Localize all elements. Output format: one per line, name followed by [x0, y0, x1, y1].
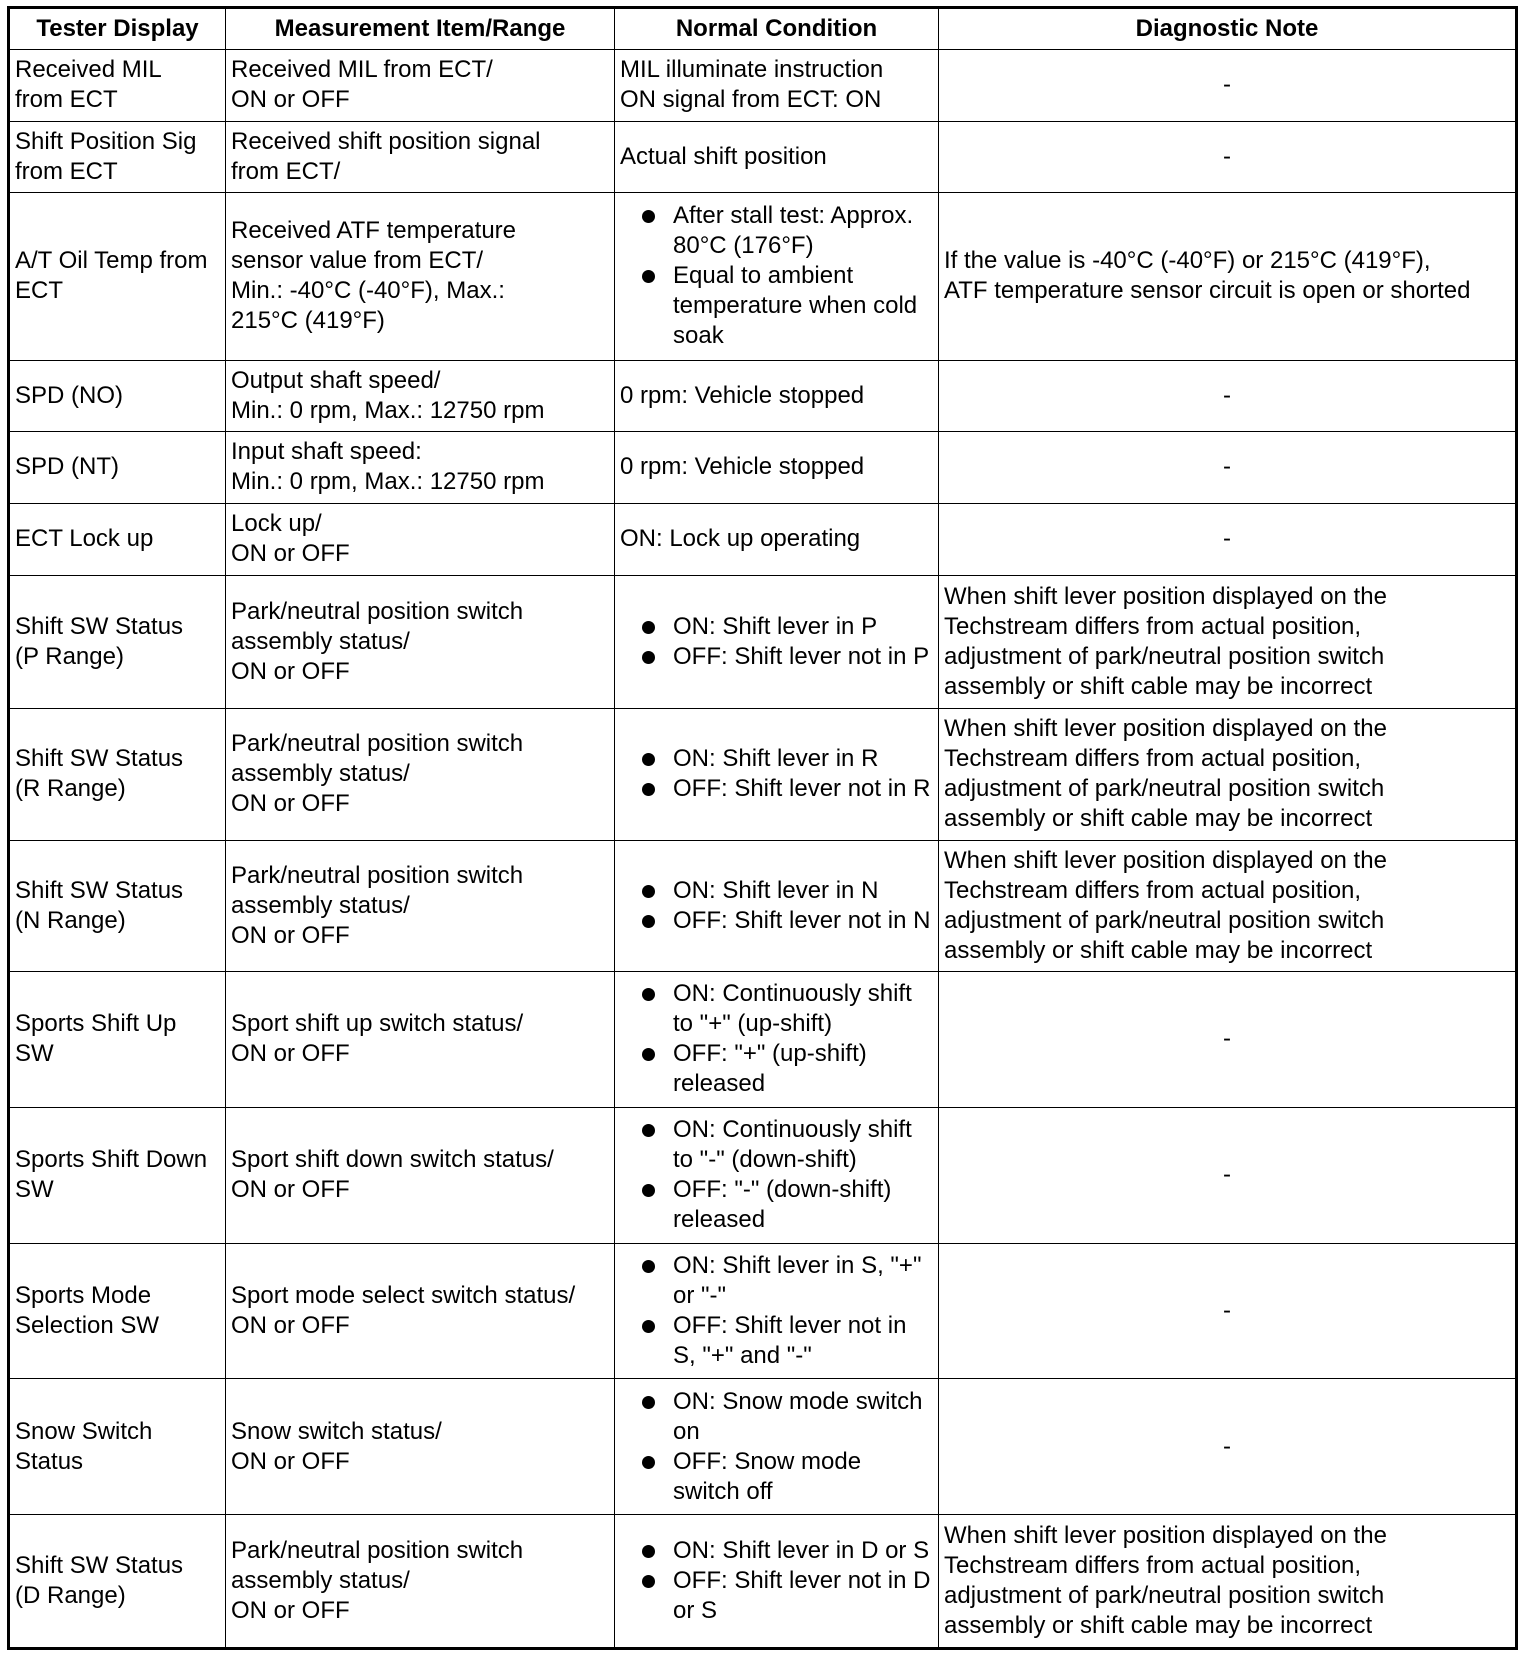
condition-bullet-item: OFF: Shift lever not in P [625, 642, 932, 672]
condition-bullet-item: ON: Shift lever in N [625, 876, 932, 906]
table-row [9, 1107, 1517, 1243]
condition-bullet-item: ON: Snow mode switch on [625, 1387, 932, 1447]
condition-bullet-item: ON: Shift lever in D or S [625, 1536, 932, 1566]
cell-diagnostic-note: - [939, 503, 1517, 576]
condition-bullet-item: Equal to ambient temperature when cold soak [625, 261, 932, 351]
header-normal-condition: Normal Condition [615, 8, 939, 50]
cell-measurement-item: Snow switch status/ ON or OFF [226, 1379, 615, 1515]
table-body [9, 50, 1517, 1649]
condition-bullet-item: ON: Continuously shift to "+" (up-shift) [625, 979, 932, 1039]
table-row [9, 193, 1517, 360]
cell-tester-display: Sports Shift Down SW [9, 1107, 226, 1243]
condition-bullet-item: After stall test: Approx. 80°C (176°F) [625, 201, 932, 261]
cell-diagnostic-note: When shift lever position displayed on the Techstream differs from actual position, adjustment of park/neutral position switch assembly or shift cable may be incorrect [939, 708, 1517, 840]
cell-measurement-item: Park/neutral position switch assembly status/ ON or OFF [226, 576, 615, 709]
header-diagnostic-note: Diagnostic Note [939, 8, 1517, 50]
cell-measurement-item: Output shaft speed/ Min.: 0 rpm, Max.: 12750 rpm [226, 360, 615, 432]
condition-bullet-item: ON: Continuously shift to "-" (down-shift) [625, 1115, 932, 1175]
cell-measurement-item: Received ATF temperature sensor value from ECT/ Min.: -40°C (-40°F), Max.: 215°C (419°F) [226, 193, 615, 360]
cell-normal-condition: MIL illuminate instruction ON signal from ECT: ON [615, 50, 939, 122]
condition-bullet-item: OFF: "+" (up-shift) released [625, 1039, 932, 1099]
cell-diagnostic-note: When shift lever position displayed on the Techstream differs from actual position, adjustment of park/neutral position switch assembly or shift cable may be incorrect [939, 576, 1517, 709]
cell-measurement-item: Lock up/ ON or OFF [226, 503, 615, 576]
table-row [9, 972, 1517, 1108]
condition-bullet-item: ON: Shift lever in R [625, 744, 932, 774]
condition-bullet-item: OFF: Shift lever not in S, "+" and "-" [625, 1311, 932, 1371]
table-row [9, 1379, 1517, 1515]
cell-diagnostic-note: - [939, 50, 1517, 122]
header-tester-display: Tester Display [9, 8, 226, 50]
table-header-row [9, 8, 1517, 50]
condition-bullet-list [625, 1115, 932, 1235]
table-row [9, 1243, 1517, 1379]
cell-tester-display: SPD (NT) [9, 432, 226, 504]
cell-measurement-item: Received shift position signal from ECT/ [226, 121, 615, 193]
cell-tester-display: A/T Oil Temp from ECT [9, 193, 226, 360]
cell-tester-display: ECT Lock up [9, 503, 226, 576]
cell-normal-condition: ON: Lock up operating [615, 503, 939, 576]
cell-normal-condition [615, 1107, 939, 1243]
table-row [9, 432, 1517, 504]
cell-normal-condition: 0 rpm: Vehicle stopped [615, 360, 939, 432]
cell-tester-display: Received MIL from ECT [9, 50, 226, 122]
cell-diagnostic-note: - [939, 1243, 1517, 1379]
cell-normal-condition [615, 972, 939, 1108]
cell-diagnostic-note: - [939, 1379, 1517, 1515]
cell-diagnostic-note: When shift lever position displayed on the Techstream differs from actual position, adjustment of park/neutral position switch assembly or shift cable may be incorrect [939, 840, 1517, 972]
cell-normal-condition: Actual shift position [615, 121, 939, 193]
table-row [9, 50, 1517, 122]
table-row [9, 576, 1517, 709]
table-row [9, 1515, 1517, 1649]
cell-normal-condition [615, 1243, 939, 1379]
condition-bullet-item: ON: Shift lever in P [625, 612, 932, 642]
header-measurement-item: Measurement Item/Range [226, 8, 615, 50]
cell-measurement-item: Park/neutral position switch assembly status/ ON or OFF [226, 1515, 615, 1649]
cell-tester-display: Snow Switch Status [9, 1379, 226, 1515]
cell-diagnostic-note: If the value is -40°C (-40°F) or 215°C (419°F), ATF temperature sensor circuit is open or shorted [939, 193, 1517, 360]
cell-diagnostic-note: - [939, 972, 1517, 1108]
table-row [9, 503, 1517, 576]
cell-normal-condition [615, 840, 939, 972]
cell-tester-display: Shift SW Status (D Range) [9, 1515, 226, 1649]
table-row [9, 708, 1517, 840]
cell-tester-display: Shift SW Status (R Range) [9, 708, 226, 840]
cell-normal-condition [615, 193, 939, 360]
cell-normal-condition [615, 708, 939, 840]
cell-normal-condition [615, 1379, 939, 1515]
cell-measurement-item: Sport shift down switch status/ ON or OFF [226, 1107, 615, 1243]
diagnostic-data-table [7, 6, 1518, 1650]
cell-tester-display: Shift Position Sig from ECT [9, 121, 226, 193]
cell-measurement-item: Input shaft speed: Min.: 0 rpm, Max.: 12750 rpm [226, 432, 615, 504]
condition-bullet-list [625, 612, 932, 672]
cell-measurement-item: Park/neutral position switch assembly status/ ON or OFF [226, 840, 615, 972]
condition-bullet-list [625, 201, 932, 351]
cell-normal-condition: 0 rpm: Vehicle stopped [615, 432, 939, 504]
cell-measurement-item: Received MIL from ECT/ ON or OFF [226, 50, 615, 122]
table-row [9, 840, 1517, 972]
condition-bullet-list [625, 1536, 932, 1626]
cell-tester-display: Sports Shift Up SW [9, 972, 226, 1108]
condition-bullet-list [625, 744, 932, 804]
cell-tester-display: SPD (NO) [9, 360, 226, 432]
table-row [9, 360, 1517, 432]
condition-bullet-item: OFF: Shift lever not in D or S [625, 1566, 932, 1626]
table-row [9, 121, 1517, 193]
condition-bullet-list [625, 979, 932, 1099]
cell-diagnostic-note: - [939, 1107, 1517, 1243]
condition-bullet-item: OFF: Shift lever not in N [625, 906, 932, 936]
cell-normal-condition [615, 576, 939, 709]
cell-tester-display: Sports Mode Selection SW [9, 1243, 226, 1379]
condition-bullet-list [625, 1251, 932, 1371]
condition-bullet-item: OFF: Shift lever not in R [625, 774, 932, 804]
cell-diagnostic-note: - [939, 121, 1517, 193]
cell-diagnostic-note: - [939, 432, 1517, 504]
cell-measurement-item: Sport mode select switch status/ ON or OFF [226, 1243, 615, 1379]
cell-diagnostic-note: - [939, 360, 1517, 432]
condition-bullet-item: OFF: "-" (down-shift) released [625, 1175, 932, 1235]
cell-tester-display: Shift SW Status (N Range) [9, 840, 226, 972]
condition-bullet-item: ON: Shift lever in S, "+" or "-" [625, 1251, 932, 1311]
cell-measurement-item: Sport shift up switch status/ ON or OFF [226, 972, 615, 1108]
cell-normal-condition [615, 1515, 939, 1649]
cell-measurement-item: Park/neutral position switch assembly status/ ON or OFF [226, 708, 615, 840]
condition-bullet-item: OFF: Snow mode switch off [625, 1447, 932, 1507]
condition-bullet-list [625, 1387, 932, 1507]
cell-tester-display: Shift SW Status (P Range) [9, 576, 226, 709]
condition-bullet-list [625, 876, 932, 936]
cell-diagnostic-note: When shift lever position displayed on the Techstream differs from actual position, adjustment of park/neutral position switch assembly or shift cable may be incorrect [939, 1515, 1517, 1649]
